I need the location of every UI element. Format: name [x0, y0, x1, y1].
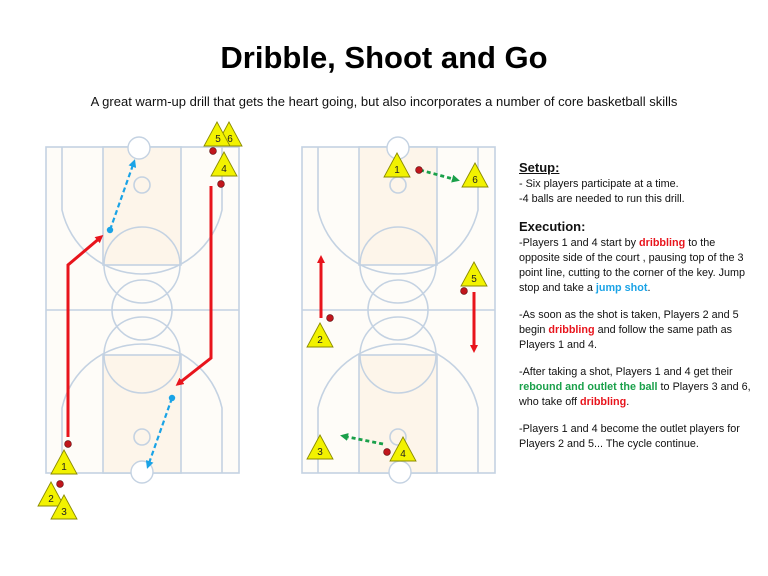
svg-text:6: 6	[472, 175, 478, 186]
execution-step-3: -After taking a shot, Players 1 and 4 get their rebound and outlet the ball to Players 3 and 6, who take off dribbling.	[519, 366, 751, 408]
ball-icon	[461, 288, 468, 295]
shot-point-player-4	[169, 395, 175, 401]
execution-step-4: -Players 1 and 4 become the outlet players for Players 2 and 5... The cycle continue.	[519, 423, 740, 450]
ball-icon	[218, 181, 225, 188]
svg-text:5: 5	[215, 134, 221, 145]
ball-icon	[57, 481, 64, 488]
setup-line-1: - Six players participate at a time.	[519, 178, 679, 190]
svg-text:5: 5	[471, 274, 477, 285]
basket-bottom-right	[389, 461, 411, 483]
svg-text:2: 2	[48, 494, 54, 505]
instructions-panel	[519, 160, 755, 452]
setup-heading: Setup:	[519, 160, 560, 175]
page-title: Dribble, Shoot and Go	[220, 40, 548, 75]
ball-icon	[327, 315, 334, 322]
svg-text:1: 1	[394, 165, 400, 176]
ball-icon	[384, 449, 391, 456]
shot-point-player-1	[107, 227, 113, 233]
svg-text:4: 4	[221, 164, 227, 175]
ball-icon	[210, 148, 217, 155]
svg-text:1: 1	[61, 462, 67, 473]
setup-line-2: -4 balls are needed to run this drill.	[519, 193, 685, 205]
svg-text:3: 3	[61, 507, 67, 518]
execution-step-2: -As soon as the shot is taken, Players 2 and 5 begin dribbling and follow the same path as Players 1 and 4.	[519, 309, 739, 351]
ball-icon	[65, 441, 72, 448]
basket-top-left	[128, 137, 150, 159]
svg-text:2: 2	[317, 335, 323, 346]
ball-icon	[416, 167, 423, 174]
page-subtitle: A great warm-up drill that gets the heart going, but also incorporates a number of core basketball skills	[90, 94, 678, 109]
svg-text:3: 3	[317, 447, 323, 458]
execution-step-1: -Players 1 and 4 start by dribbling to the opposite side of the court , pausing top of the 3 point line, cutting to the corner of the key. Jump stop and take a jump shot.	[519, 237, 746, 294]
right-court	[302, 147, 495, 473]
svg-text:4: 4	[400, 449, 406, 460]
execution-heading: Execution:	[519, 219, 586, 234]
basket-bottom-left	[131, 461, 153, 483]
svg-text:6: 6	[227, 134, 233, 145]
